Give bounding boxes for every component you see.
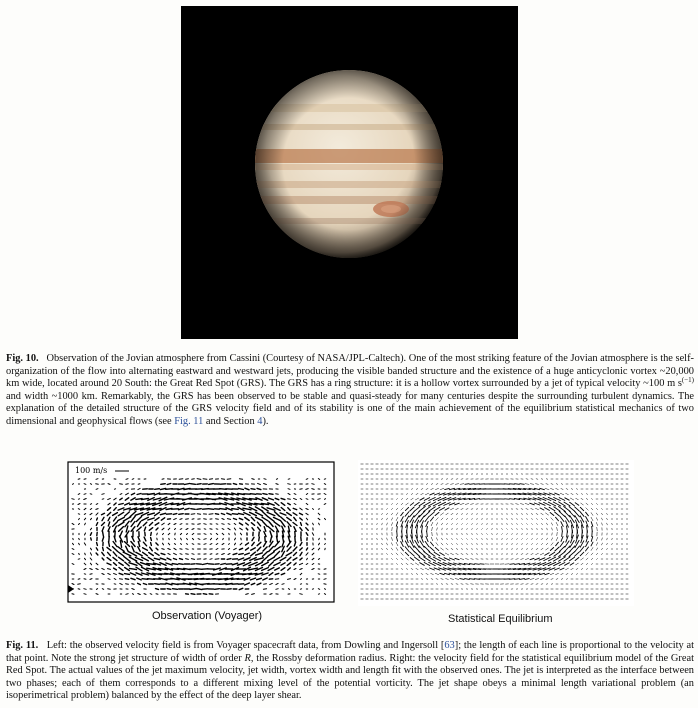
scale-label: 100 m/s [75,466,108,475]
figure-10-text: Observation of the Jovian atmosphere from Cassini (Courtesy of NASA/JPL-Caltech). One of the most striking feature of the Jovian atmosphere is the self-organization of the flow into alternating eastward and westward jets, producing the visible banded structure and the existence of a huge anticyclonic vortex ~20,000 km wide, located around 20 South: the Great Red Spot (GRS). The GRS has a ring structure: it is a hollow vortex surrounded by a jet of typical velocity ~100 m s [6,353,694,390]
left-panel-label: Observation (Voyager) [152,610,263,622]
equilibrium-velocity-field [358,460,634,606]
jupiter-image [181,6,518,339]
figure-10-text-3: and Section [203,415,258,427]
voyager-velocity-field [67,461,335,603]
section-link[interactable]: 4 [257,415,263,427]
rossby-symbol: R [244,652,251,664]
figure-10-text-4: ). [262,415,269,427]
figure-10-superscript: (−1) [681,376,694,385]
figure-11-text-2: ]; the length of each line is proportional to the velocity at that point. Note the strong jet structure of width of order [6,640,695,664]
citation-link[interactable]: 63 [444,640,455,651]
figure-10-text-2: and width ~1000 km. Remarkably, the GRS has been observed to be stable and quasi-steady for many centuries despite the surrounding turbulent dynamics. The explanation of the detailed structure of the GRS velocity field and of its stability is one of the main achievement of the equilibrium statistical mechanics of two dimensional and geophysical flows (see [6,390,694,427]
figure-10-caption [6,353,694,429]
figure-11-label: Fig. 11. [6,640,39,651]
figure-10-label: Fig. 10. [6,353,39,364]
figure-11-caption [6,640,694,703]
right-panel-label: Statistical Equilibrium [448,613,553,625]
figure-11-link[interactable]: Fig. 11 [174,415,204,427]
figure-11-text: Left: the observed velocity field is from Voyager spacecraft data, from Dowling and Ingersoll [ [46,640,445,651]
figure-11-text-3: , the Rossby deformation radius. Right: the velocity field for the statistical equilibrium model of the Great Red Spot. The actual values of the jet maximum velocity, jet width, vortex width and length fit with the observed ones. The jet is interpreted as the interface between two phases; each of them corresponds to a different mixing level of the potential vorticity. The jet shape obeys a minimal length variational problem (an isoperimetrical problem) balanced by the effect of the deep layer shear. [6,652,694,702]
